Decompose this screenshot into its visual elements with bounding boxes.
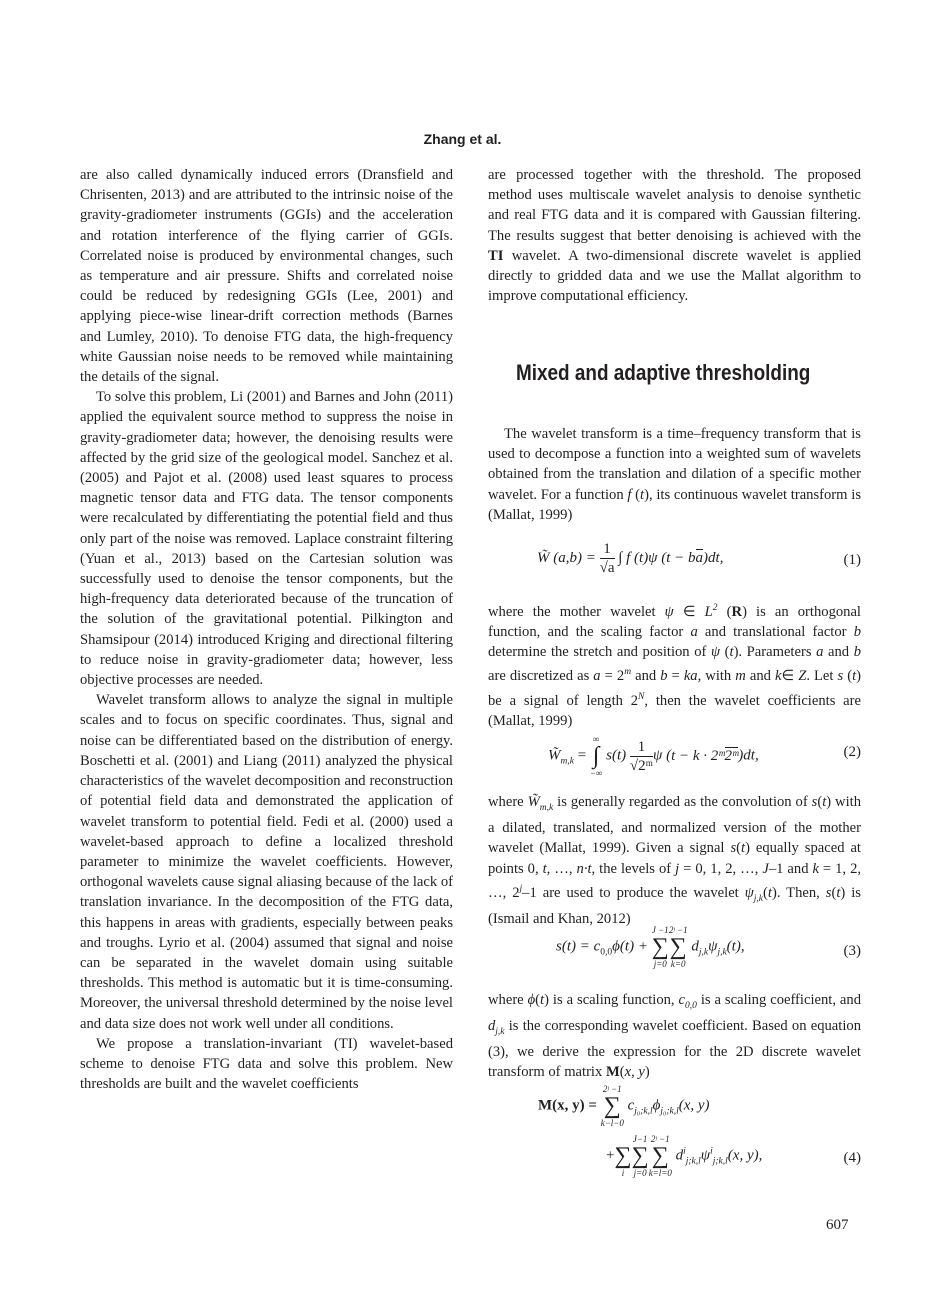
text-run: where [488,992,528,1008]
text-run: ψ [710,644,721,661]
text-run: j [675,860,680,877]
eq-sub: j₀;k,l [634,1106,653,1117]
integral-sign: ∫ [592,743,600,769]
text-run: b [853,644,861,661]
text-run: are discretized as [488,668,594,685]
text-run: ( [831,884,837,901]
text-run: s [837,668,844,685]
eq-num: 1 [603,541,611,557]
eq-tail: )dt, [703,549,724,566]
text-run: M [605,1064,620,1081]
eq-lhs: s(t) = c [556,938,601,955]
text-run: where the mother wavelet [488,603,665,620]
paragraph: To solve this problem, Li (2001) and Barnes and John (2011) applied the equivalent source method to suppress the noise in gravity-gradiometer data; however, the denoising results were affected by the grid size of the geological model. Sanchez et al. (2005) and Pajot et al. (2008) used least squares to process magnetic tensor data and FTG data. The tensor components were recalculated by differentiating the potential field and thus only part of the noise was removed. Laplace constraint filtering (Yuan et al., 2013) based on the Cartesian solution was successfully used to denoise the tensor components, but the high-frequency data deteriorated because of the truncation of the solution of the gravitational potential. Pilkington and Shamsipour (2014) introduced Kriging and directional filtering to reduce noise in gravity-gradiometer data; however, less objective processes are needed. [80,389,453,689]
text-run: where [488,794,528,810]
right-paragraph-5 [488,990,861,1083]
text-run: The wavelet transform is a time–frequency transform that is used to decompose a function into a weighted sum of wavelets obtained from the translation and dilation of a specific mother wavelet. For a function [488,426,861,503]
text-run: c [678,992,686,1008]
text-run: j,k [753,893,764,904]
equation-2 [548,734,759,778]
text-run: ) [644,1064,650,1081]
text-run: j [519,883,523,894]
eq-sub: j,k [717,947,727,958]
page-number: 607 [826,1217,849,1233]
text-run: b [853,624,861,641]
eq-den: √2ᵐ [629,757,653,774]
text-run: m,k [539,802,554,813]
text-run: t [767,884,772,901]
eq-limit: k=l=0 [648,1168,672,1178]
text-run: determine the stretch and position of [488,644,711,661]
text-run: L [704,603,713,620]
text-run: y [638,1064,645,1081]
eq-sub: m,k [560,756,574,767]
equation-3-label: (3) [843,943,861,959]
text-run: = 1, 2, …, 2 [488,860,862,901]
eq-limit: j=0 [653,959,667,969]
sum-sign: ∑ [603,1093,621,1119]
eq-limit: k−l−0 [600,1118,624,1128]
text-run: , the levels of [591,860,676,877]
equation-3 [556,925,745,969]
text-run: ) is an orthogonal function, and the scaling factor [488,603,861,641]
text-run: ( [817,794,823,810]
eq-lhs: W̃ [548,747,561,764]
eq-limit: −∞ [589,768,603,778]
text-run: N [638,691,645,702]
eq-lhs: W̃ (a,b) = [537,549,596,566]
text-run: t [640,486,645,503]
section-heading: Mixed and adaptive thresholding [516,360,811,385]
sum-sign: ∑ [669,934,687,960]
equation-4-line-2 [606,1134,762,1178]
text-run: m [735,668,746,685]
eq-sup: i [683,1146,686,1157]
paragraph [488,792,861,929]
text-run: ϕ [527,992,536,1008]
eq-tail: (x, y), [727,1147,763,1164]
text-run: 2 [712,603,718,613]
left-column [80,165,453,1094]
eq-limit: 2ʲ −1 [650,1134,670,1144]
eq-lhs: M(x, y) = [538,1097,597,1114]
text-run: k [812,860,819,877]
eq-sub: j,k [698,947,709,958]
eq-tail: )dt, [738,747,759,764]
eq-den: √a [599,560,615,576]
paragraph [488,990,861,1083]
text-run: –1 are used to produce the wavelet [522,884,745,901]
text-run: t [729,644,734,661]
text-run: ) is (Ismail and Khan, 2012) [488,884,861,927]
eq-limit: i [621,1168,625,1178]
text-run: ( [720,644,730,661]
text-run: and [745,668,775,685]
text-run: ) is a scaling function, [544,992,679,1008]
text-run: ) be a signal of length 2 [488,668,862,709]
text-run: ) equally spaced at points 0, [488,840,861,877]
text-run: , then the wavelet coefficients are (Mallat, 1999) [488,692,861,729]
text-run: t [852,668,857,685]
text-run: d [488,1018,496,1035]
eq-tail: (t), [726,938,745,955]
text-run: is a scaling coefficient, and [696,992,862,1008]
text-run: , …, [546,860,577,877]
text-run: W̃ [527,794,540,810]
text-run: ( [535,992,541,1008]
text-run: wavelet. A two-dimensional discrete wavelet is applied directly to gridded data and we use the Mallat algorithm to improve computational efficiency. [488,247,861,305]
eq-phi: ϕ [652,1097,661,1114]
text-run: ∈ [781,668,799,685]
text-run: b [660,668,668,685]
text-run: s [811,794,818,810]
right-paragraph-3 [488,598,861,731]
sum-sign: ∑ [651,1143,669,1169]
text-run: x [624,1064,632,1081]
text-run: ), its continuous wavelet transform is (Mallat, 1999) [488,486,861,523]
text-run: ψ [664,603,674,620]
eq-body: s(t) [606,747,627,764]
text-run: J [762,860,769,877]
text-run: and [631,668,661,685]
text-run: t [836,884,841,901]
text-run: are processed together with the threshold. The proposed method uses multiscale wavelet analysis to denoise synthetic and real FTG data and it is compared with Gaussian filtering. The results suggest that better denoising is achieved with the [488,167,861,244]
eq-limit: ∞ [592,734,600,744]
eq-den: 2ᵐ [724,747,739,764]
text-run: = [667,668,684,685]
text-run: , [631,1064,639,1081]
sum-sign: ∑ [631,1143,649,1169]
text-run: ( [843,668,853,685]
eq-limit: j=0 [633,1168,647,1178]
equation-4-line-1 [538,1084,710,1128]
text-run: ( [717,603,732,620]
eq-psi: ψ ( [653,747,672,764]
eq-body: ∫ f (t)ψ ( [618,549,667,566]
right-paragraph-4 [488,792,861,929]
text-run: n·t [576,860,592,877]
eq-limit: k=0 [670,959,686,969]
eq-limit: 2ʲ −1 [602,1084,622,1094]
text-run: t [542,860,547,877]
paragraph [488,598,861,731]
equation-2-label: (2) [843,744,861,760]
text-run: 0,0 [685,1000,697,1011]
eq-sub: j₀;k,l [660,1106,679,1117]
eq-sign: = [577,747,587,764]
text-run: ψ [744,884,754,901]
text-run: k [774,668,782,685]
eq-sub: j;k,l [685,1156,701,1167]
text-run: t [540,992,545,1008]
text-run: t [741,840,746,857]
text-run: ∈ [673,603,705,620]
text-run: is generally regarded as the convolution of [553,794,812,810]
paragraph: We propose a translation-invariant (TI) wavelet-based scheme to denoise FTG data and solve this problem. New thresholds are built and the wavelet coefficients [80,1035,453,1093]
eq-num: 1 [637,738,646,755]
text-run: ( [619,1064,625,1081]
text-run: = 2 [600,668,625,685]
right-paragraph-2 [488,424,861,525]
eq-sup: i [710,1146,713,1157]
sum-sign: ∑ [614,1143,632,1169]
text-run: –1 and [768,860,813,877]
text-run: ( [763,884,768,901]
text-run: a [593,668,601,685]
paragraph [488,165,861,306]
equation-1-label: (1) [843,552,861,568]
text-run: m [624,667,632,678]
paragraph: Wavelet transform allows to analyze the signal in multiple scales and to focus on specific coordinates. Thus, signal and noise can be differentiated based on the distribution of energy. Boschetti et al. (2001) and Liang (2011) analyzed the physical characteristics of the wavelet decomposition and reconstruction of potential field data and demonstrated the application of wavelet transform to potential field. Fedi et al. (2000) used a wavelet-based approach to define a localized threshold parameter to minimize the wavelet coefficients. However, orthogonal wavelets cause signal aliasing because of the lack of translation invariance. In the decomposition of the FTG data, this happens in areas with gradients, especially between peaks and troughs. Lyrio et al. (2004) assumed that signal and noise can be separated in the wavelet domain using suitable thresholds. This method is automatic but it is time-consuming. Moreover, the universal threshold determined by the noise level and data size does not work well under all conditions. [80,692,453,1032]
text-run: t [822,794,827,810]
eq-den: a [695,550,704,566]
eq-limit: J −1 [651,925,669,935]
eq-tail: (x, y) [678,1097,710,1114]
equation-1 [537,540,723,577]
eq-psi: ψ [708,938,718,955]
text-run: f [627,486,632,503]
eq-limit: J−1 [632,1134,648,1144]
text-run: ( [631,486,641,503]
right-paragraph-1 [488,165,861,306]
text-run: a [690,624,698,641]
text-run: s [730,840,737,857]
eq-limit: 2ʲ −1 [668,925,688,935]
text-run: . Let [806,668,838,685]
text-run: ) with a dilated, translated, and normalized version of the mother wavelet (Mallat, 1999). Given a signal [488,794,861,857]
text-run: ( [736,840,741,857]
eq-psi: ψ [700,1147,711,1164]
text-run: Z [798,668,807,685]
text-run: = 0, 1, 2, …, [679,860,763,877]
paragraph [488,424,861,525]
text-run: and translational factor [697,624,854,641]
eq-num: t − b [666,550,696,566]
text-run: ). Then, [771,884,826,901]
eq-sub: 0,0 [600,947,613,958]
eq-term: d [691,938,699,955]
text-run: is the corresponding wavelet coefficient. Based on equation (3), we derive the expression for the 2D discrete wavelet transform of matrix [488,1018,861,1081]
eq-sub: j;k,l [712,1156,728,1167]
text-run: , with [697,668,736,685]
text-run: s [825,884,832,901]
eq-term: d [675,1147,684,1164]
text-run: j,k [495,1027,505,1038]
text-run: a [816,644,824,661]
equation-4-label: (4) [843,1150,861,1166]
sum-sign: ∑ [651,934,669,960]
text-run: and [823,644,854,661]
text-run: R [731,603,743,620]
text-run: TI [488,247,504,264]
eq-num: t − k · 2ᵐ [671,747,725,764]
text-run: ka [683,668,698,685]
eq-sign: + [606,1147,615,1164]
eq-phi: ϕ(t) + [612,938,648,955]
text-run: ). Parameters [733,644,817,661]
running-head: Zhang et al. [423,131,502,147]
paragraph: are also called dynamically induced errors (Dransfield and Chrisenten, 2013) and are attributed to the intrinsic noise of the gravity-gradiometer instruments (GGIs) and the acceleration and rotation interference of the flying carrier of GGIs. Correlated noise is produced by environmental changes, such as temperature and air pressure. Shifts and correlated noise could be reduced by redesigning GGIs (Lee, 2001) and applying piece-wise linear-drift correction methods (Barnes and Lumley, 2010). To denoise FTG data, the high-frequency white Gaussian noise needs to be removed while maintaining the details of the signal. [80,167,453,386]
eq-term: c [627,1097,635,1114]
